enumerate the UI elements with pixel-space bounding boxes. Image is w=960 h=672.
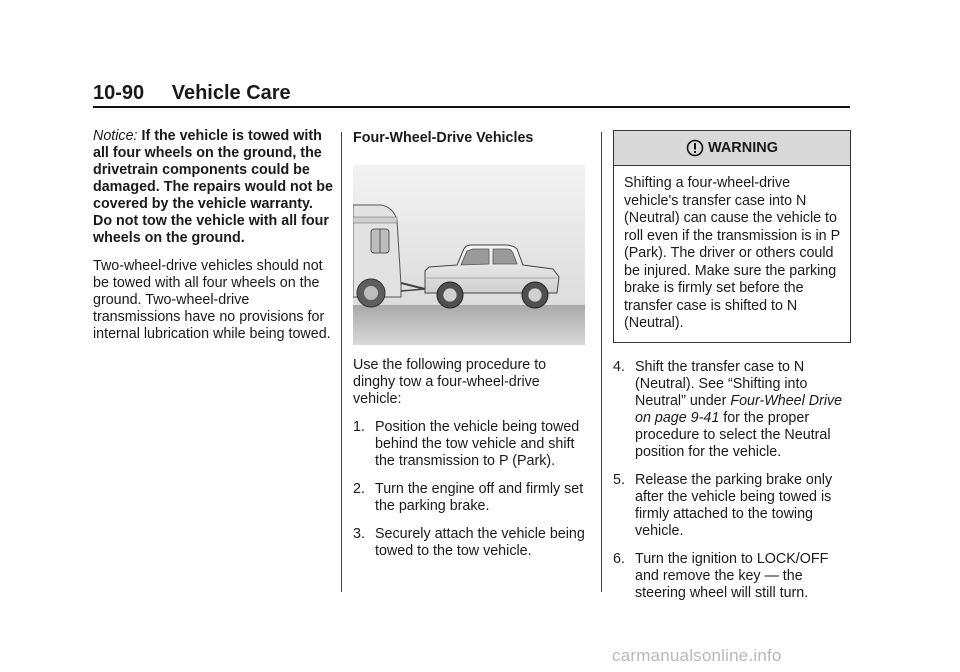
towing-illustration [353,165,585,345]
column-right [613,130,851,613]
step-text: Position the vehicle being towed behind the tow vehicle and shift the transmission to P (Park). [375,419,580,469]
subheading-four-wheel-drive: Four-Wheel-Drive Vehicles [353,130,534,146]
step-number: 3. [353,526,365,542]
procedure-steps-list [353,419,591,560]
notice-text: If the vehicle is towed with all four wheels on the ground, the drivetrain components could be damaged. The repairs would not be covered by the vehicle warranty. Do not tow the vehicle with all four wheels on the ground. [93,128,333,246]
column-divider-1 [341,132,342,592]
towing-illustration-svg [353,165,585,345]
step-text-part: for the proper procedure to select the Neutral position for the vehicle. [635,409,831,460]
warning-text: Shifting a four-wheel-drive vehicle's transfer case into N (Neutral) can cause the vehicle to roll even if the transmission is in P (Park). The driver or others could be injured. Make sure the parking brake is firmly set before the transfer case is shifted to N (Neutral). [624,175,840,331]
page-number: 10-90 [93,82,145,104]
list-item [353,481,591,515]
step-number: 2. [353,481,365,497]
step-text: Turn the ignition to LOCK/OFF and remove the key — the steering wheel will still turn. [635,550,829,601]
column-middle [353,130,591,571]
step-number: 5. [613,471,625,488]
warning-header [614,131,850,166]
cross-reference-link[interactable]: Four-Wheel Drive on page 9-41 [635,392,843,426]
procedure-steps-list-continued [613,359,851,602]
notice-label: Notice: [93,128,138,144]
warning-title: WARNING [707,139,779,156]
list-item [353,419,591,470]
warning-box [613,130,851,343]
step-text: Release the parking brake only after the vehicle being towed is firmly attached to the towing vehicle. [635,471,833,539]
step-text: Securely attach the vehicle being towed to the tow vehicle. [375,526,585,559]
list-item [353,526,591,560]
list-item [613,359,851,461]
step-text: Turn the engine off and firmly set the parking brake. [375,481,584,514]
step-number: 6. [613,550,625,567]
watermark: carmanualsonline.info [612,646,782,665]
page-header [93,82,850,108]
notice-paragraph [93,128,333,247]
step-text [635,359,842,460]
two-wheel-drive-paragraph: Two-wheel-drive vehicles should not be towed with all four wheels on the ground. Two-wheel-drive transmissions have no provisions for internal lubrication while being towed. [93,258,331,342]
column-divider-2 [601,132,602,592]
list-item [613,551,851,602]
step-text-part: Shift the transfer case to N (Neutral). See “Shifting into Neutral” under [635,358,808,409]
column-left [93,128,333,354]
step-number: 4. [613,358,625,375]
step-number: 1. [353,419,365,435]
procedure-intro: Use the following procedure to dinghy tow a four-wheel-drive vehicle: [353,357,547,407]
section-title: Vehicle Care [171,82,291,104]
warning-icon [686,139,704,157]
list-item [613,472,851,540]
